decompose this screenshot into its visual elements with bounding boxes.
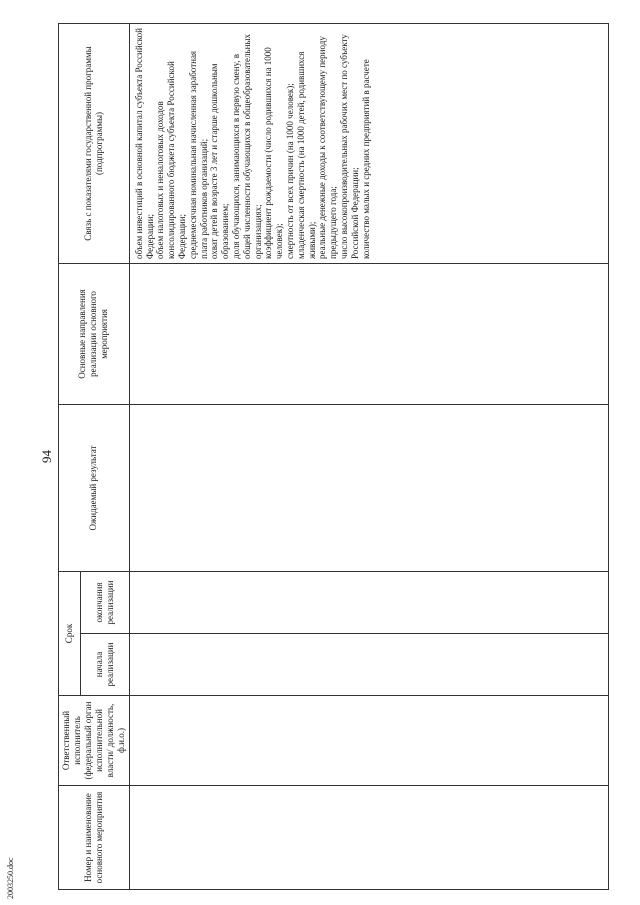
header-directions: Основные направления реализации основного мероприятия [59,263,130,404]
cell-expected-result [129,404,608,571]
indicator-item: объем налоговых и неналоговых доходов консолидированного бюджета субъекта Российской Федерации; [155,61,187,259]
indicator-item: доля обучающихся, занимающихся в первую смену, в общей численности обучающихся в общеобразовательных организациях; [230,34,263,259]
header-term-end: окончания реализации [80,571,129,633]
indicator-item: количество малых и средних предприятий в расчете [360,59,371,259]
cell-responsible [129,696,608,786]
header-responsible: Ответственный исполнитель (федеральный орган исполнительной власти/ должность, ф.и.о.) [59,696,130,786]
header-row-top [59,23,81,889]
indicator-item: реальные денежные доходы к соответствующему периоду предыдущего года; [317,36,339,259]
cell-directions [129,263,608,404]
header-expected-result: Ожидаемый результат [59,404,130,571]
indicator-item: среднемесячная номинальная начисленная заработная плата работников организаций; [187,50,209,259]
header-term: Срок [59,571,81,695]
indicator-item: охват детей в возрасте 3 лет и старше дошкольным образованием; [209,63,231,259]
cell-term-end [129,571,608,633]
cell-number-name [129,786,608,890]
header-term-start: начала реализации [80,634,129,696]
measures-table [58,23,609,890]
cell-indicators [129,23,608,263]
document-code: 2003250.doc [6,857,15,899]
cell-term-start [129,634,608,696]
indicator-item: объем инвестиций в основной капитал субъекта Российской Федерации; [133,28,155,259]
page-number: 94 [39,450,54,463]
indicator-item: младенческая смертность (на 1000 детей, родившихся живыми); [295,51,317,259]
indicator-item: коэффициент рождаемости (число родившихся на 1000 человек); [263,47,285,259]
header-number-name: Номер и наименование основного мероприятия [59,786,130,890]
indicator-item: смертность от всех причин (на 1000 человек); [284,83,295,259]
indicator-item: число высокопроизводительных рабочих мест по субъекту Российской Федерации; [338,34,360,259]
header-indicators-link: Связь с показателями государственной программы (подпрограммы) [59,23,130,263]
table-row [129,23,608,889]
